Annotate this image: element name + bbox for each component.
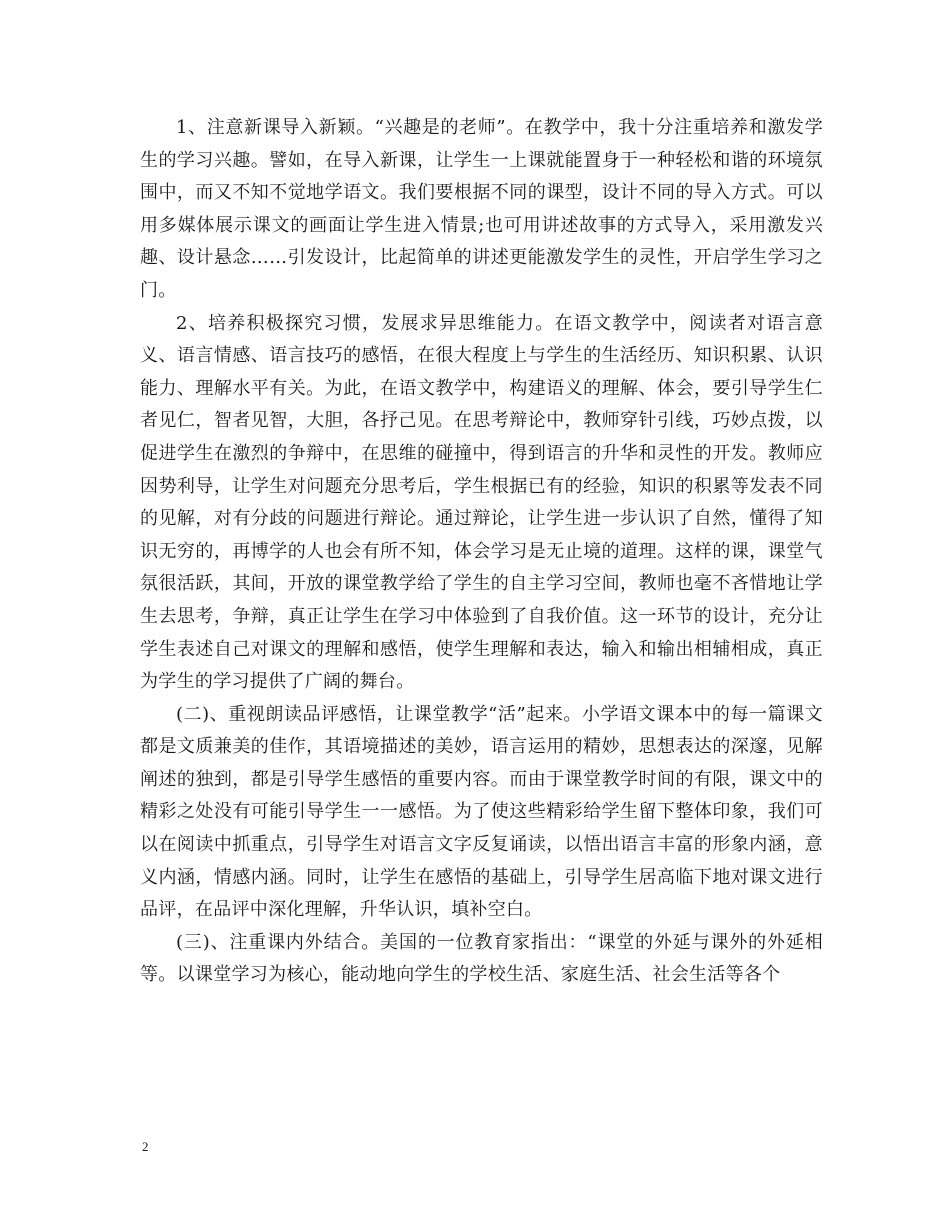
paragraph-2: 2、培养积极探究习惯，发展求异思维能力。在语文教学中，阅读者对语言意义、语言情感、语言技巧的感悟，在很大程度上与学生的生活经历、知识积累、认识能力、理解水平有关。为此，在语文教学中，构建语义的理解、体会，要引导学生仁者见仁，智者见智，大胆，各抒己见。在思考辩论中，教师穿针引线，巧妙点拨，以促进学生在激烈的争辩中，在思维的碰撞中，得到语言的升华和灵性的开发。教师应因势利导，让学生对问题充分思考后，学生根据已有的经验，知识的积累等发表不同的见解，对有分歧的问题进行辩论。通过辩论，让学生进一步认识了自然，懂得了知识无穷的，再博学的人也会有所不知，体会学习是无止境的道理。这样的课，课堂气氛很活跃，其间，开放的课堂教学给了学生的自主学习空间，教师也毫不吝惜地让学生去思考，争辩，真正让学生在学习中体验到了自我价值。这一环节的设计，充分让学生表述自己对课文的理解和感悟，使学生理解和表达，输入和输出相辅相成，真正为学生的学习提供了广阔的舞台。 (140, 312, 823, 693)
body-text (140, 112, 823, 992)
paragraph-3: (二)、重视朗读品评感悟，让课堂教学“活”起来。小学语文课本中的每一篇课文都是文质兼美的佳作，其语境描述的美妙，语言运用的精妙，思想表达的深邃，见解阐述的独到，都是引导学生感悟的重要内容。而由于课堂教学时间的有限，课文中的精彩之处没有可能引导学生一一感悟。为了使这些精彩给学生留下整体印象，我们可以在阅读中抓重点，引导学生对语言文字反复诵读，以悟出语言丰富的形象内涵，意义内涵，情感内涵。同时，让学生在感悟的基础上，引导学生居高临下地对课文进行品评，在品评中深化理解，升华认识，填补空白。 (140, 703, 823, 921)
paragraph-1: 1、注意新课导入新颖。“兴趣是的老师”。在教学中，我十分注重培养和激发学生的学习兴趣。譬如，在导入新课，让学生一上课就能置身于一种轻松和谐的环境氛围中，而又不知不觉地学语文。我们要根据不同的课型，设计不同的导入方式。可以用多媒体展示课文的画面让学生进入情景;也可用讲述故事的方式导入，采用激发兴趣、设计悬念……引发设计，比起简单的讲述更能激发学生的灵性，开启学生学习之门。 (140, 117, 823, 301)
page-number: 2 (142, 1139, 149, 1154)
paragraph-4: (三)、注重课内外结合。美国的一位教育家指出：“课堂的外延与课外的外延相等。以课堂学习为核心，能动地向学生的学校生活、家庭生活、社会生活等各个 (140, 931, 823, 986)
